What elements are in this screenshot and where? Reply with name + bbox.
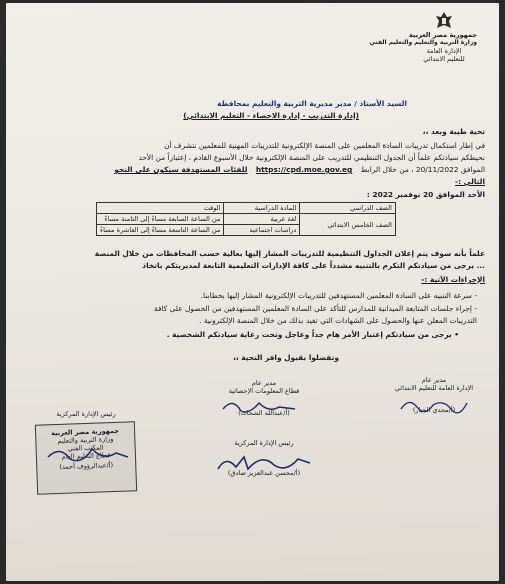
header-grade: الصف الدراسي	[300, 203, 396, 214]
platform-link[interactable]: https://cpd.moe.gov.eg	[255, 165, 353, 174]
body-line4: التالي :-	[455, 177, 485, 186]
signatory-3-name: (أ/محسن عبدالعزيز صادق)	[227, 469, 301, 477]
letterhead-line1: جمهورية مصر العربية	[409, 31, 477, 39]
letterhead-line4: للتعليم الابتدائي	[423, 55, 465, 63]
table-row	[97, 214, 396, 225]
closing: وتفضلوا بقبول وافر التحية ،،	[233, 353, 339, 362]
procedure-item: - إجراء جلسات المتابعة الميدانية للمدارس للتأكد على السادة المعلمين المستهدفين من الحصول على كافة	[154, 304, 477, 313]
document-page	[6, 3, 499, 581]
addressee: السيد الأستاذ / مدير مديرية التربية والتعليم بمحافظة	[217, 99, 407, 108]
note-line1: علماً بأنه سوف يتم إعلان الجداول التنظيمية للتدريبات المشار إليها بعالية حسب المحافظات من خلال المنصة	[94, 249, 485, 258]
signatory-1-title2: الإدارة العامة للتعليم الابتدائي	[394, 384, 474, 392]
cell-grade: الصف الخامس الابتدائي	[300, 214, 396, 236]
header-subject: المادة الدراسية	[224, 203, 300, 214]
table-header-row	[97, 203, 396, 214]
signatory-4	[38, 410, 134, 418]
eagle-emblem-icon	[434, 11, 454, 31]
stamp-line1: جمهورية مصر العربية	[50, 426, 120, 438]
signatory-2-title2: قطاع المعلومات الإحصائية	[228, 387, 300, 395]
signature-4-icon	[46, 443, 130, 467]
stamp-line4: قطاع التعليم العام	[61, 451, 111, 461]
signatory-2-name: (أ/عبدالله الشحات)	[238, 409, 290, 417]
body-line3	[114, 165, 485, 174]
cell-time: من الساعة التاسعة مساءً إلى العاشرة مساءً	[97, 225, 224, 236]
procedure-item: التدريبات المعلن عنها والحصول على الشهادات التي تفيد بذلك من خلال المنصة الإلكترونية .	[199, 316, 477, 325]
note-line2: ... يرجى من سيادتكم التكرم بالتنبيه مشدداً على كافة الإدارات التعليمية التابعة لمديريتكم باتخاذ	[142, 261, 485, 270]
body-line3-prefix: الموافق 20/11/2022 ، من خلال الرابط	[360, 165, 485, 174]
department: (إدارة التدريب - إدارة الاحصاء - التعليم الابتدائي)	[183, 111, 359, 120]
cell-subject: لغة عربية	[224, 214, 300, 225]
procedures-heading: الإجراءات الآتية :-	[421, 275, 485, 284]
signatory-4-title: رئيس الإدارة المركزية	[56, 410, 116, 418]
cell-time: من الساعة السابعة مساءً إلى الثامنة مساءً	[97, 214, 224, 225]
signatory-1-name: (أ/مجدي الجيار)	[412, 406, 456, 414]
signatory-2-title1: مدير عام	[251, 379, 277, 387]
stamp-line2: وزارة التربية والتعليم	[57, 435, 114, 445]
cell-subject: دراسات اجتماعية	[224, 225, 300, 236]
signatory-1-title1: مدير عام	[421, 376, 447, 384]
signature-2-icon	[219, 397, 299, 417]
signatory-4-name: (أ/عبدالرؤوف أحمد)	[59, 461, 114, 471]
header-time: الوقت	[97, 203, 224, 214]
body-line1: في إطار استكمال تدريبات السادة المعلمين على المنصة الإلكترونية للتدريبات المهنية للمعلمين نتشرف أن	[164, 141, 485, 150]
body-line3-suffix: للفئات المستهدفة سيكون على النحو	[114, 165, 248, 174]
schedule-table	[96, 202, 396, 236]
greeting: تحية طيبة وبعد ،،	[422, 127, 485, 136]
stamp-line3: المكتب الفني	[67, 443, 104, 453]
signature-3-icon	[214, 451, 314, 475]
letterhead	[369, 11, 477, 63]
body-line2: نحيطكم سيادتكم علماً أن الجدول التنظيمي للتدريب على المنصة الإلكترونية خلال الأسبوع القادم ، إعتباراً من الأحد	[138, 153, 485, 162]
procedure-item: • يرجى من سيادتكم إعتبار الأمر هام جداً وعاجل وتحت رعاية سيادتكم الشخصية .	[166, 330, 459, 339]
schedule-date: الأحد الموافق 20 نوفمبر 2022 :	[366, 190, 485, 199]
letterhead-line2: وزارة التربية والتعليم والتعليم الفني	[369, 39, 477, 46]
signature-1-icon	[399, 395, 469, 415]
signatory-3-title: رئيس الإدارة المركزية	[234, 439, 294, 447]
procedure-item: - سرعة التنبيه على السادة المعلمين المستهدفين للتدريبات الإلكترونية المشار إليها بخطابنا.	[200, 291, 477, 300]
letterhead-line3: الإدارة العامة	[426, 47, 462, 55]
